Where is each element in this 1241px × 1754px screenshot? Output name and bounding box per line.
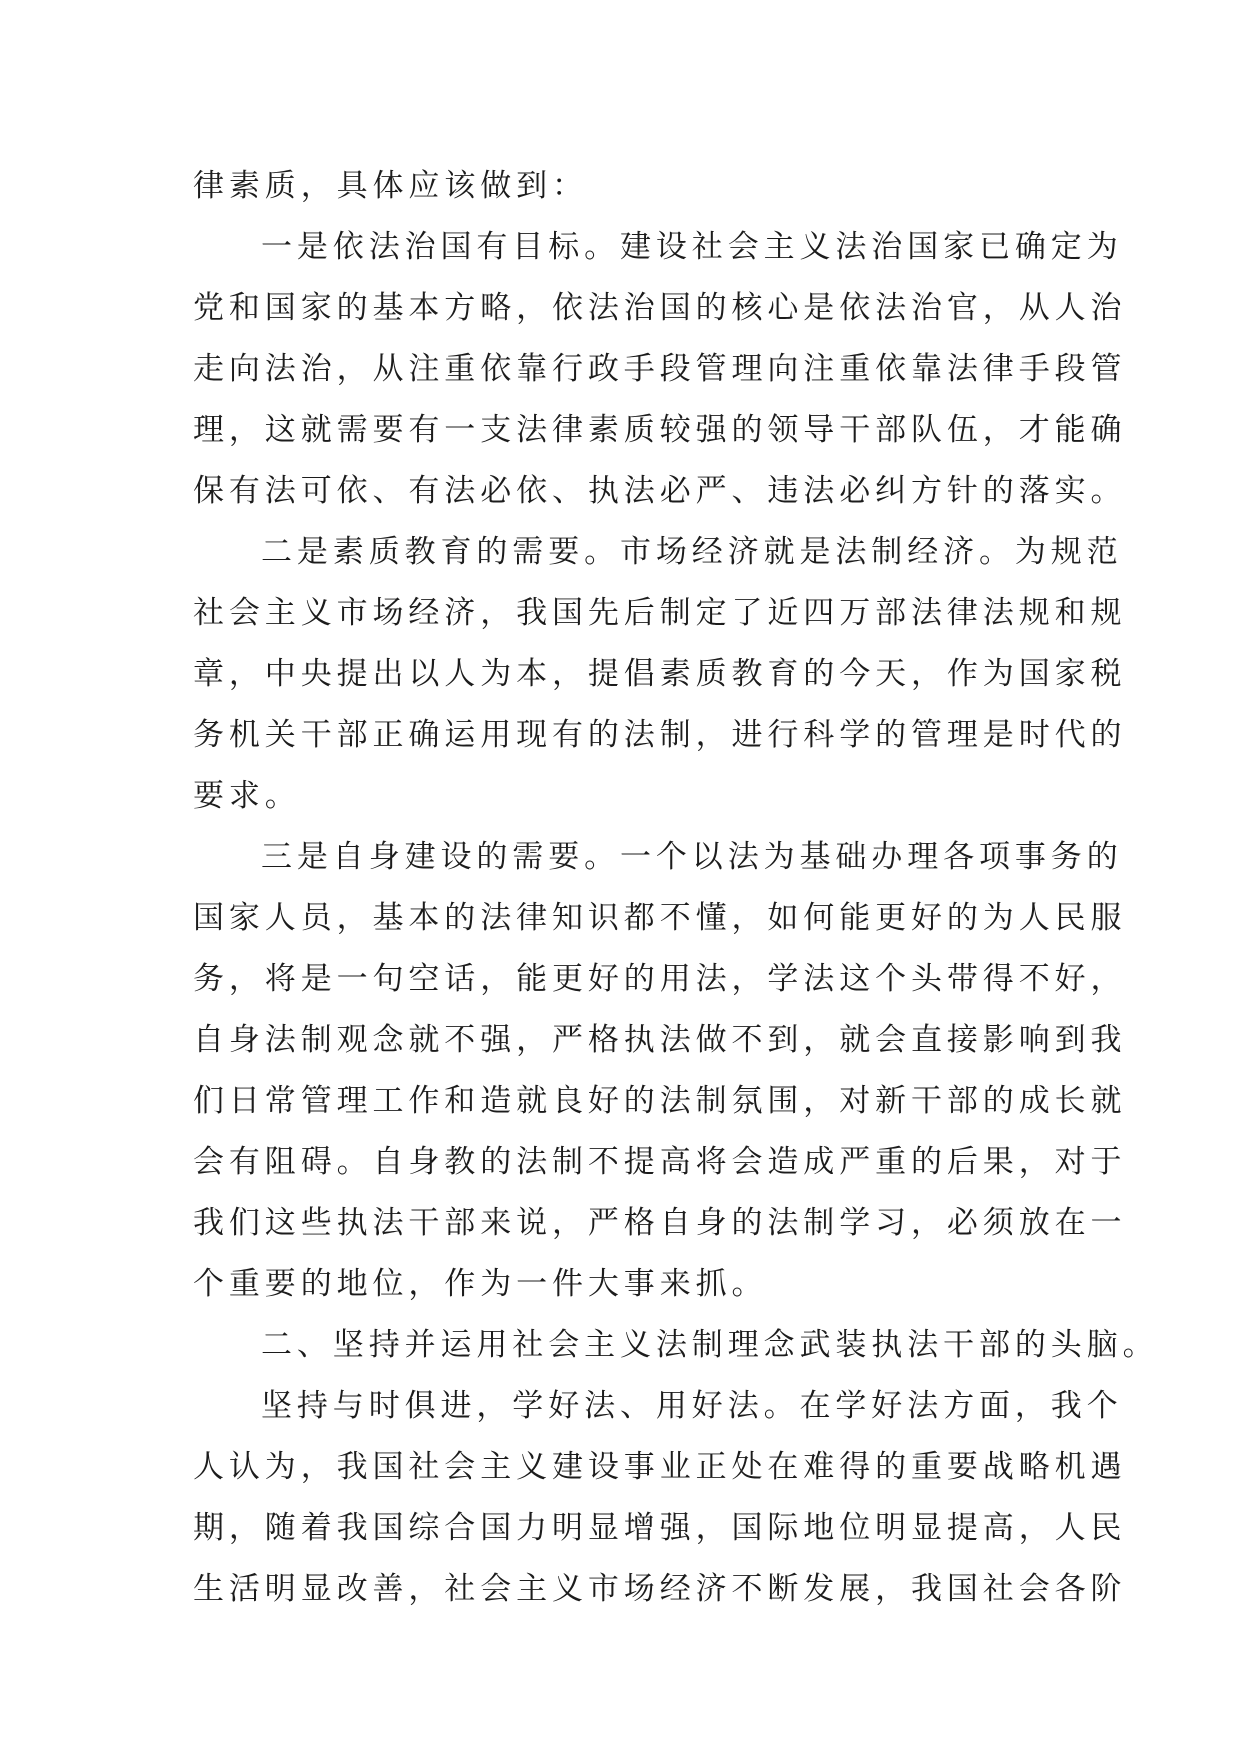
text-line: 国家人员，基本的法律知识都不懂，如何能更好的为人民服 (193, 900, 1127, 936)
text-line: 个重要的地位，作为一件大事来抓。 (193, 1266, 768, 1302)
text-line: 务机关干部正确运用现有的法制，进行科学的管理是时代的 (193, 717, 1127, 753)
text-line-paragraph-start: 三是自身建设的需要。一个以法为基础办理各项事务的 (261, 839, 1123, 875)
document-body (193, 156, 1159, 1620)
text-line: 们日常管理工作和造就良好的法制氛围，对新干部的成长就 (193, 1083, 1127, 1119)
text-line: 人认为，我国社会主义建设事业正处在难得的重要战略机遇 (193, 1449, 1127, 1485)
text-line: 我们这些执法干部来说，严格自身的法制学习，必须放在一 (193, 1205, 1127, 1241)
text-line: 自身法制观念就不强，严格执法做不到，就会直接影响到我 (193, 1022, 1127, 1058)
text-line: 保有法可依、有法必依、执法必严、违法必纠方针的落实。 (193, 473, 1127, 509)
text-line: 要求。 (193, 778, 301, 814)
text-line-paragraph-start: 二是素质教育的需要。市场经济就是法制经济。为规范 (261, 534, 1123, 570)
text-line: 期，随着我国综合国力明显增强，国际地位明显提高，人民 (193, 1510, 1127, 1546)
text-line: 生活明显改善，社会主义市场经济不断发展，我国社会各阶 (193, 1571, 1127, 1607)
text-line: 走向法治，从注重依靠行政手段管理向注重依靠法律手段管 (193, 351, 1127, 387)
text-line: 党和国家的基本方略，依法治国的核心是依法治官，从人治 (193, 290, 1127, 326)
text-line-paragraph-start: 坚持与时俱进，学好法、用好法。在学好法方面，我个 (261, 1388, 1123, 1424)
section-heading: 二、坚持并运用社会主义法制理念武装执法干部的头脑。 (261, 1327, 1159, 1363)
text-line-continuation: 律素质，具体应该做到： (193, 168, 588, 204)
text-line: 务，将是一句空话，能更好的用法，学法这个头带得不好， (193, 961, 1127, 997)
text-line: 章，中央提出以人为本，提倡素质教育的今天，作为国家税 (193, 656, 1127, 692)
text-line-paragraph-start: 一是依法治国有目标。建设社会主义法治国家已确定为 (261, 229, 1123, 265)
text-line: 理，这就需要有一支法律素质较强的领导干部队伍，才能确 (193, 412, 1127, 448)
text-line: 会有阻碍。自身教的法制不提高将会造成严重的后果，对于 (193, 1144, 1127, 1180)
text-line: 社会主义市场经济，我国先后制定了近四万部法律法规和规 (193, 595, 1127, 631)
